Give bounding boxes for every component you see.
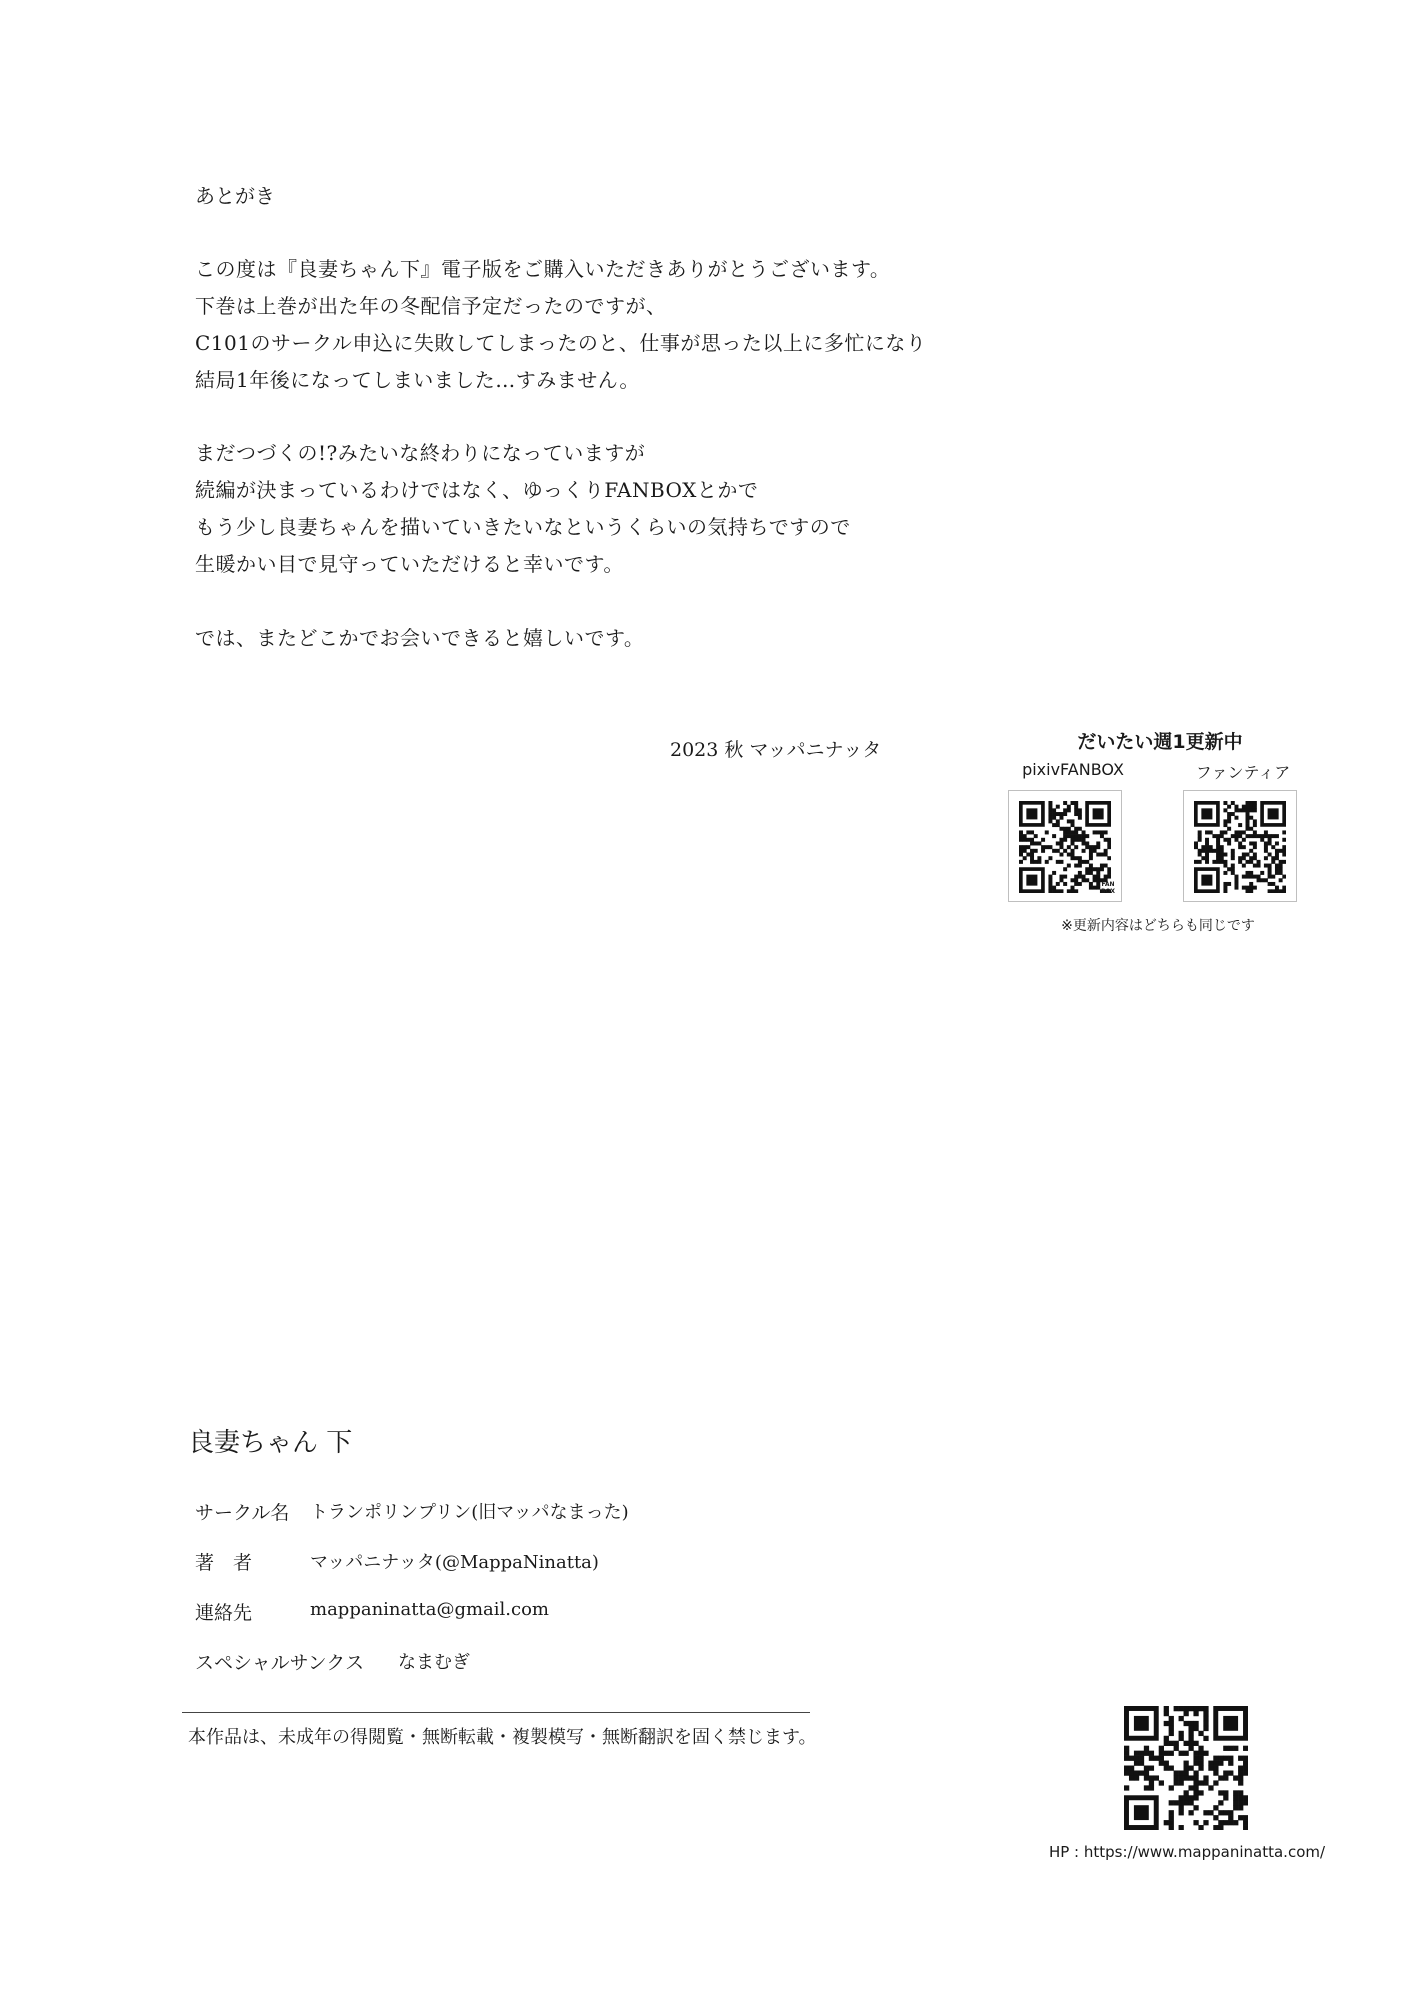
paragraph-line: この度は『良妻ちゃん下』電子版をご購入いただきありがとうございます。 — [195, 257, 891, 281]
fanbox-qr-frame[interactable] — [1008, 790, 1122, 902]
author-label: 著 者 — [195, 1552, 253, 1574]
afterword-heading: あとがき — [195, 184, 275, 208]
afterword-closing: では、またどこかでお会いできると嬉しいです。 — [195, 626, 645, 650]
paragraph-line: C101のサークル申込に失敗してしまったのと、仕事が思った以上に多忙になり — [195, 331, 927, 355]
thanks-value: なまむぎ — [398, 1652, 470, 1673]
fanbox-label: pixivFANBOX — [1022, 760, 1124, 779]
paragraph-line: 続編が決まっているわけではなく、ゆっくりFANBOXとかで — [195, 478, 759, 502]
colophon-divider — [182, 1712, 810, 1713]
paragraph-line: 生暖かい目で見守っていただけると幸いです。 — [195, 552, 624, 576]
fantia-qr-icon[interactable] — [1194, 801, 1286, 893]
homepage-url[interactable]: HP : https://www.mappaninatta.com/ — [1048, 1843, 1326, 1861]
colophon-title: 良妻ちゃん 下 — [188, 1428, 353, 1458]
paragraph-line: もう少し良妻ちゃんを描いていきたいなというくらいの気持ちですので — [195, 515, 851, 539]
homepage-qr-icon[interactable] — [1124, 1706, 1248, 1830]
updates-title: だいたい週1更新中 — [1077, 731, 1243, 753]
author-value: マッパニナッタ(@MappaNinatta) — [310, 1552, 599, 1573]
updates-note: ※更新内容はどちらも同じです — [1061, 918, 1255, 934]
paragraph-line: 結局1年後になってしまいました…すみません。 — [195, 368, 640, 392]
contact-label: 連絡先 — [195, 1602, 253, 1624]
fanbox-badge: FAN BOX — [1100, 881, 1116, 895]
circle-value: トランポリンプリン(旧マッパなまった) — [310, 1502, 629, 1523]
paragraph-line: 下巻は上巻が出た年の冬配信予定だったのですが、 — [195, 294, 667, 318]
circle-label: サークル名 — [195, 1502, 290, 1524]
afterword-signature: 2023 秋 マッパニナッタ — [670, 739, 882, 761]
thanks-label: スペシャルサンクス — [195, 1652, 365, 1674]
fantia-label: ファンティア — [1195, 763, 1291, 782]
fantia-qr-frame[interactable] — [1183, 790, 1297, 902]
copyright-notice: 本作品は、未成年の得閲覧・無断転載・複製模写・無断翻訳を固く禁じます。 — [188, 1727, 817, 1748]
fanbox-qr-icon[interactable] — [1019, 801, 1111, 893]
contact-value[interactable]: mappaninatta@gmail.com — [310, 1599, 549, 1620]
paragraph-line: まだつづくの!?みたいな終わりになっていますが — [195, 441, 646, 465]
